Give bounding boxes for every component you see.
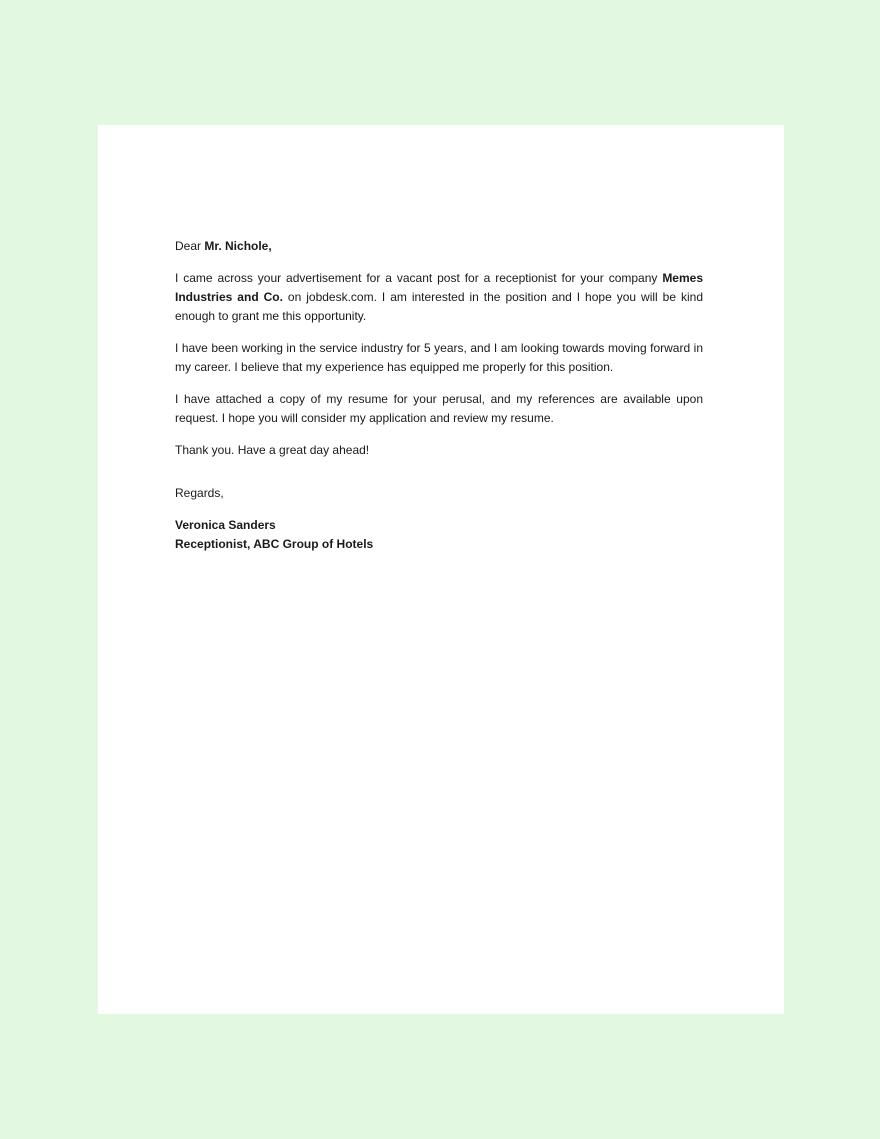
closing-line: Thank you. Have a great day ahead!: [175, 443, 370, 457]
paragraph-intro-start: I came across your advertisement for a vacant post for a receptionist for your company: [175, 271, 663, 285]
salutation: [175, 237, 703, 256]
company-name: Memes Industries and Co.: [175, 271, 703, 304]
paragraph-resume: I have attached a copy of my resume for your perusal, and my references are available upon request. I hope you will consider my application and review my resume.: [175, 392, 703, 425]
paragraph-experience: I have been working in the service industry for 5 years, and I am looking towards moving forward in my career. I believe that my experience has equipped me properly for this position.: [175, 341, 703, 374]
sender-title: Receptionist, ABC Group of Hotels: [175, 537, 374, 551]
letter-page: [98, 125, 784, 1014]
paragraph-intro: [175, 269, 703, 326]
sender-name: Veronica Sanders: [175, 518, 276, 532]
letter-body: [175, 237, 703, 554]
recipient-name: Mr. Nichole,: [204, 239, 272, 253]
regards: Regards,: [175, 486, 224, 500]
paragraph-intro-end: on jobdesk.com. I am interested in the position and I hope you will be kind enough to grant me this opportunity.: [175, 290, 703, 323]
salutation-prefix: Dear: [175, 239, 205, 253]
